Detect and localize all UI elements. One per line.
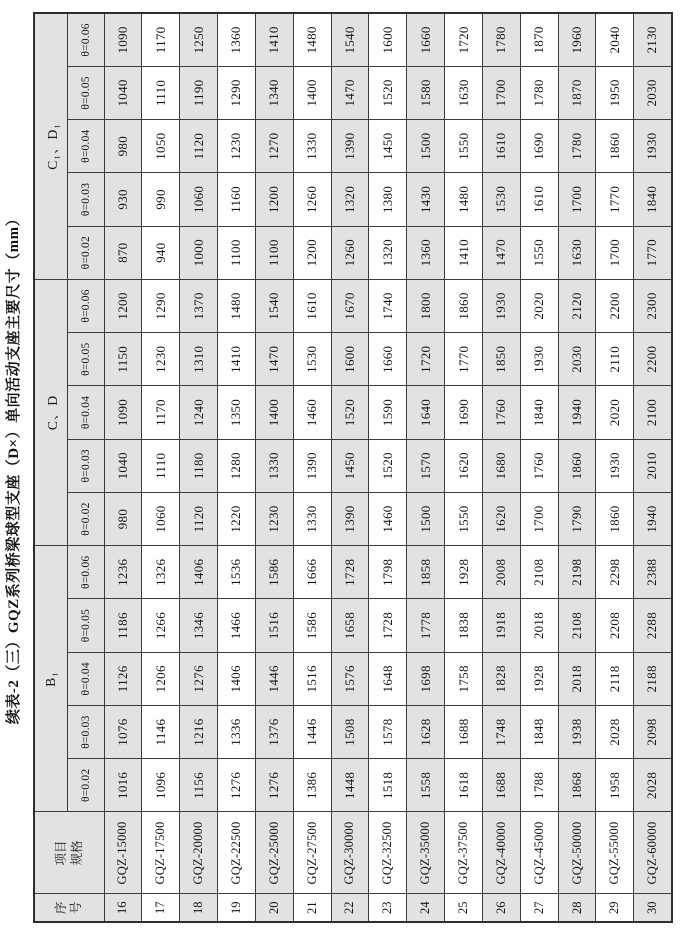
b1-value-cell: 1658 (331, 599, 369, 652)
serial-header-label: 序号 (53, 901, 83, 915)
table-row (142, 13, 180, 922)
table-row (596, 13, 634, 922)
cd-value-cell: 1930 (520, 333, 558, 386)
b1-value-cell: 1576 (331, 652, 369, 705)
cd-value-cell: 1520 (331, 386, 369, 439)
cd-value-cell: 2020 (520, 279, 558, 332)
table-row (445, 13, 483, 922)
cd-value-cell: 1930 (482, 279, 520, 332)
b1-value-cell: 2098 (634, 705, 672, 758)
cd-value-cell: 1350 (218, 386, 256, 439)
b1-value-cell: 1938 (558, 705, 596, 758)
b1-value-cell: 1446 (293, 705, 331, 758)
cd-value-cell: 1500 (407, 492, 445, 545)
theta-header-cell: θ=0.04 (67, 652, 104, 705)
cd-value-cell: 1700 (520, 492, 558, 545)
b1-value-cell: 1156 (180, 759, 218, 812)
serial-cell: 17 (142, 894, 180, 922)
b1-value-cell: 2018 (520, 599, 558, 652)
c1d1-value-cell: 1700 (596, 226, 634, 279)
cd-value-cell: 1180 (180, 439, 218, 492)
b1-value-cell: 2198 (558, 546, 596, 599)
cd-value-cell: 1760 (520, 439, 558, 492)
b1-value-cell: 2298 (596, 546, 634, 599)
spec-cell: GQZ-22500 (218, 812, 256, 894)
cd-value-cell: 1470 (255, 333, 293, 386)
cd-value-cell: 1760 (482, 386, 520, 439)
b1-value-cell: 1276 (218, 759, 256, 812)
b1-value-cell: 1096 (142, 759, 180, 812)
b1-value-cell: 1618 (445, 759, 483, 812)
spec-cell: GQZ-15000 (104, 812, 142, 894)
b1-value-cell: 1216 (180, 705, 218, 758)
table-row (218, 13, 256, 922)
b1-value-cell: 1586 (255, 546, 293, 599)
c1d1-value-cell: 1000 (180, 226, 218, 279)
b1-value-cell: 2118 (596, 652, 634, 705)
theta-header-cell: θ=0.06 (67, 546, 104, 599)
spec-cell: GQZ-30000 (331, 812, 369, 894)
cd-value-cell: 1390 (293, 439, 331, 492)
b1-value-cell: 1688 (482, 759, 520, 812)
c1d1-value-cell: 1410 (255, 13, 293, 66)
b1-value-cell: 1578 (369, 705, 407, 758)
c1d1-value-cell: 990 (142, 173, 180, 226)
b1-value-cell: 1466 (218, 599, 256, 652)
table-row (407, 13, 445, 922)
b1-value-cell: 1748 (482, 705, 520, 758)
c1d1-value-cell: 930 (104, 173, 142, 226)
c1d1-value-cell: 1260 (331, 226, 369, 279)
cd-value-cell: 1860 (596, 492, 634, 545)
c1d1-value-cell: 1780 (558, 120, 596, 173)
b1-value-cell: 2108 (520, 546, 558, 599)
b1-value-cell: 1016 (104, 759, 142, 812)
c1d1-value-cell: 870 (104, 226, 142, 279)
serial-cell: 29 (596, 894, 634, 922)
serial-cell: 22 (331, 894, 369, 922)
theta-header-cell: θ=0.04 (67, 386, 104, 439)
c1d1-value-cell: 1480 (293, 13, 331, 66)
theta-header-cell: θ=0.04 (67, 120, 104, 173)
cd-value-cell: 1720 (407, 333, 445, 386)
c1d1-value-cell: 1090 (104, 13, 142, 66)
b1-value-cell: 1516 (255, 599, 293, 652)
b1-value-cell: 1688 (445, 705, 483, 758)
b1-value-cell: 1848 (520, 705, 558, 758)
cd-value-cell: 1200 (104, 279, 142, 332)
spec-header-line2: 规格 (70, 840, 85, 866)
spec-cell: GQZ-37500 (445, 812, 483, 894)
table-row (255, 13, 293, 922)
serial-header-cell (34, 894, 104, 922)
c1d1-value-cell: 1390 (331, 120, 369, 173)
b1-value-cell: 1586 (293, 599, 331, 652)
b1-value-cell: 1536 (218, 546, 256, 599)
b1-value-cell: 2208 (596, 599, 634, 652)
theta-header-cell: θ=0.05 (67, 66, 104, 119)
cd-value-cell: 1660 (369, 333, 407, 386)
cd-value-cell: 2300 (634, 279, 672, 332)
spec-cell: GQZ-27500 (293, 812, 331, 894)
b1-value-cell: 1858 (407, 546, 445, 599)
cd-value-cell: 1940 (634, 492, 672, 545)
cd-value-cell: 2200 (634, 333, 672, 386)
c1d1-value-cell: 1700 (482, 66, 520, 119)
b1-value-cell: 2388 (634, 546, 672, 599)
c1d1-value-cell: 1700 (558, 173, 596, 226)
table-row (180, 13, 218, 922)
c1d1-value-cell: 1580 (407, 66, 445, 119)
b1-value-cell: 2028 (596, 705, 634, 758)
cd-value-cell: 1840 (520, 386, 558, 439)
c1d1-value-cell: 1100 (255, 226, 293, 279)
serial-cell: 16 (104, 894, 142, 922)
c1d1-value-cell: 1380 (369, 173, 407, 226)
spec-header-line1: 项目 (54, 840, 68, 866)
cd-value-cell: 1330 (255, 439, 293, 492)
cd-value-cell: 1590 (369, 386, 407, 439)
b1-value-cell: 1126 (104, 652, 142, 705)
c1d1-value-cell: 2130 (634, 13, 672, 66)
b1-value-cell: 1266 (142, 599, 180, 652)
cd-value-cell: 1460 (293, 386, 331, 439)
group-header-b1: B₁ (34, 546, 67, 812)
cd-value-cell: 1240 (180, 386, 218, 439)
spec-header-cell (34, 812, 104, 894)
spec-cell: GQZ-17500 (142, 812, 180, 894)
c1d1-value-cell: 2030 (634, 66, 672, 119)
cd-value-cell: 2030 (558, 333, 596, 386)
table-row (104, 13, 142, 922)
b1-value-cell: 1446 (255, 652, 293, 705)
serial-cell: 19 (218, 894, 256, 922)
b1-value-cell: 2008 (482, 546, 520, 599)
spec-cell: GQZ-25000 (255, 812, 293, 894)
c1d1-value-cell: 1110 (142, 66, 180, 119)
b1-value-cell: 1346 (180, 599, 218, 652)
cd-value-cell: 1410 (218, 333, 256, 386)
spec-cell: GQZ-32500 (369, 812, 407, 894)
cd-value-cell: 1120 (180, 492, 218, 545)
c1d1-value-cell: 1770 (596, 173, 634, 226)
table-row (520, 13, 558, 922)
serial-cell: 26 (482, 894, 520, 922)
b1-value-cell: 1918 (482, 599, 520, 652)
group-header-row (34, 13, 67, 922)
cd-value-cell: 1940 (558, 386, 596, 439)
cd-value-cell: 1150 (104, 333, 142, 386)
theta-header-cell: θ=0.06 (67, 13, 104, 66)
cd-value-cell: 1330 (293, 492, 331, 545)
spec-cell: GQZ-40000 (482, 812, 520, 894)
table-header (34, 13, 104, 922)
b1-value-cell: 1558 (407, 759, 445, 812)
b1-value-cell: 2018 (558, 652, 596, 705)
c1d1-value-cell: 1480 (445, 173, 483, 226)
c1d1-value-cell: 980 (104, 120, 142, 173)
c1d1-value-cell: 1870 (558, 66, 596, 119)
spec-cell: GQZ-50000 (558, 812, 596, 894)
c1d1-value-cell: 1320 (331, 173, 369, 226)
c1d1-value-cell: 1040 (104, 66, 142, 119)
b1-value-cell: 2288 (634, 599, 672, 652)
cd-value-cell: 2200 (596, 279, 634, 332)
c1d1-value-cell: 1770 (634, 226, 672, 279)
b1-value-cell: 1928 (520, 652, 558, 705)
table-body (104, 13, 672, 922)
c1d1-value-cell: 1360 (407, 226, 445, 279)
serial-cell: 20 (255, 894, 293, 922)
c1d1-value-cell: 2040 (596, 13, 634, 66)
b1-value-cell: 1146 (142, 705, 180, 758)
c1d1-value-cell: 1630 (445, 66, 483, 119)
serial-cell: 21 (293, 894, 331, 922)
c1d1-value-cell: 1470 (482, 226, 520, 279)
c1d1-value-cell: 1550 (445, 120, 483, 173)
serial-cell: 30 (634, 894, 672, 922)
b1-value-cell: 1838 (445, 599, 483, 652)
table-row (634, 13, 672, 922)
cd-value-cell: 1520 (369, 439, 407, 492)
table-row (369, 13, 407, 922)
c1d1-value-cell: 1450 (369, 120, 407, 173)
cd-value-cell: 1400 (255, 386, 293, 439)
c1d1-value-cell: 1410 (445, 226, 483, 279)
cd-value-cell: 1800 (407, 279, 445, 332)
b1-value-cell: 1758 (445, 652, 483, 705)
serial-cell: 24 (407, 894, 445, 922)
b1-value-cell: 1206 (142, 652, 180, 705)
cd-value-cell: 1090 (104, 386, 142, 439)
b1-value-cell: 1326 (142, 546, 180, 599)
theta-header-cell: θ=0.03 (67, 439, 104, 492)
spec-cell: GQZ-60000 (634, 812, 672, 894)
b1-value-cell: 1928 (445, 546, 483, 599)
cd-value-cell: 1790 (558, 492, 596, 545)
cd-value-cell: 1530 (293, 333, 331, 386)
b1-value-cell: 1406 (180, 546, 218, 599)
table-title: 续表-2（三）GQZ系列桥梁球型支座（D×）单向活动支座主要尺寸（mm） (6, 210, 22, 725)
cd-value-cell: 1480 (218, 279, 256, 332)
b1-value-cell: 1778 (407, 599, 445, 652)
cd-value-cell: 1040 (104, 439, 142, 492)
cd-value-cell: 1640 (407, 386, 445, 439)
serial-cell: 27 (520, 894, 558, 922)
c1d1-value-cell: 1250 (180, 13, 218, 66)
c1d1-value-cell: 1860 (596, 120, 634, 173)
b1-value-cell: 1728 (331, 546, 369, 599)
cd-value-cell: 1460 (369, 492, 407, 545)
cd-value-cell: 1390 (331, 492, 369, 545)
b1-value-cell: 1958 (596, 759, 634, 812)
cd-value-cell: 1170 (142, 386, 180, 439)
cd-value-cell: 1540 (255, 279, 293, 332)
cd-value-cell: 2010 (634, 439, 672, 492)
group-header-c1d1: C₁、D₁ (34, 13, 67, 279)
c1d1-value-cell: 1470 (331, 66, 369, 119)
cd-value-cell: 1310 (180, 333, 218, 386)
b1-value-cell: 2108 (558, 599, 596, 652)
c1d1-value-cell: 1720 (445, 13, 483, 66)
c1d1-value-cell: 1060 (180, 173, 218, 226)
c1d1-value-cell: 1200 (293, 226, 331, 279)
table-row (293, 13, 331, 922)
theta-header-cell: θ=0.02 (67, 226, 104, 279)
cd-value-cell: 1670 (331, 279, 369, 332)
cd-value-cell: 1600 (331, 333, 369, 386)
c1d1-value-cell: 1600 (369, 13, 407, 66)
c1d1-value-cell: 1550 (520, 226, 558, 279)
cd-value-cell: 1230 (142, 333, 180, 386)
c1d1-value-cell: 1520 (369, 66, 407, 119)
spec-cell: GQZ-45000 (520, 812, 558, 894)
c1d1-value-cell: 1290 (218, 66, 256, 119)
cd-value-cell: 1860 (558, 439, 596, 492)
cd-value-cell: 1280 (218, 439, 256, 492)
theta-header-cell: θ=0.02 (67, 492, 104, 545)
cd-value-cell: 1060 (142, 492, 180, 545)
b1-value-cell: 2028 (634, 759, 672, 812)
cd-value-cell: 1620 (445, 439, 483, 492)
cd-value-cell: 1230 (255, 492, 293, 545)
c1d1-value-cell: 1840 (634, 173, 672, 226)
cd-value-cell: 2110 (596, 333, 634, 386)
c1d1-value-cell: 1360 (218, 13, 256, 66)
theta-header-row (67, 13, 104, 922)
b1-value-cell: 1186 (104, 599, 142, 652)
c1d1-value-cell: 1690 (520, 120, 558, 173)
cd-value-cell: 1220 (218, 492, 256, 545)
cd-value-cell: 1860 (445, 279, 483, 332)
c1d1-value-cell: 1170 (142, 13, 180, 66)
b1-value-cell: 1628 (407, 705, 445, 758)
b1-value-cell: 1406 (218, 652, 256, 705)
group-header-cd: C、D (34, 279, 67, 545)
cd-value-cell: 1690 (445, 386, 483, 439)
b1-value-cell: 1868 (558, 759, 596, 812)
cd-value-cell: 1110 (142, 439, 180, 492)
cd-value-cell: 1550 (445, 492, 483, 545)
c1d1-value-cell: 1330 (293, 120, 331, 173)
b1-value-cell: 1728 (369, 599, 407, 652)
cd-value-cell: 1930 (596, 439, 634, 492)
cd-value-cell: 1450 (331, 439, 369, 492)
b1-value-cell: 1276 (255, 759, 293, 812)
c1d1-value-cell: 1120 (180, 120, 218, 173)
cd-value-cell: 1850 (482, 333, 520, 386)
bearing-dimensions-table (33, 12, 673, 923)
c1d1-value-cell: 1100 (218, 226, 256, 279)
b1-value-cell: 1518 (369, 759, 407, 812)
c1d1-value-cell: 1160 (218, 173, 256, 226)
c1d1-value-cell: 940 (142, 226, 180, 279)
c1d1-value-cell: 1780 (482, 13, 520, 66)
c1d1-value-cell: 1500 (407, 120, 445, 173)
c1d1-value-cell: 1430 (407, 173, 445, 226)
b1-value-cell: 1666 (293, 546, 331, 599)
serial-cell: 18 (180, 894, 218, 922)
c1d1-value-cell: 1200 (255, 173, 293, 226)
cd-value-cell: 1570 (407, 439, 445, 492)
serial-cell: 28 (558, 894, 596, 922)
theta-header-cell: θ=0.06 (67, 279, 104, 332)
b1-value-cell: 1386 (293, 759, 331, 812)
b1-value-cell: 1448 (331, 759, 369, 812)
c1d1-value-cell: 1540 (331, 13, 369, 66)
c1d1-value-cell: 1270 (255, 120, 293, 173)
cd-value-cell: 1610 (293, 279, 331, 332)
table-row (558, 13, 596, 922)
b1-value-cell: 1236 (104, 546, 142, 599)
spec-cell: GQZ-20000 (180, 812, 218, 894)
b1-value-cell: 2188 (634, 652, 672, 705)
b1-value-cell: 1508 (331, 705, 369, 758)
c1d1-value-cell: 1230 (218, 120, 256, 173)
c1d1-value-cell: 1400 (293, 66, 331, 119)
b1-value-cell: 1648 (369, 652, 407, 705)
c1d1-value-cell: 1610 (482, 120, 520, 173)
theta-header-cell: θ=0.03 (67, 705, 104, 758)
cd-value-cell: 1740 (369, 279, 407, 332)
cd-value-cell: 2100 (634, 386, 672, 439)
c1d1-value-cell: 1660 (407, 13, 445, 66)
cd-value-cell: 1370 (180, 279, 218, 332)
c1d1-value-cell: 1530 (482, 173, 520, 226)
b1-value-cell: 1788 (520, 759, 558, 812)
serial-cell: 25 (445, 894, 483, 922)
c1d1-value-cell: 1930 (634, 120, 672, 173)
table-row (482, 13, 520, 922)
c1d1-value-cell: 1960 (558, 13, 596, 66)
c1d1-value-cell: 1870 (520, 13, 558, 66)
cd-value-cell: 1680 (482, 439, 520, 492)
cd-value-cell: 2120 (558, 279, 596, 332)
b1-value-cell: 1798 (369, 546, 407, 599)
c1d1-value-cell: 1630 (558, 226, 596, 279)
cd-value-cell: 2020 (596, 386, 634, 439)
c1d1-value-cell: 1320 (369, 226, 407, 279)
b1-value-cell: 1698 (407, 652, 445, 705)
b1-value-cell: 1076 (104, 705, 142, 758)
theta-header-cell: θ=0.05 (67, 333, 104, 386)
cd-value-cell: 1620 (482, 492, 520, 545)
b1-value-cell: 1516 (293, 652, 331, 705)
cd-value-cell: 1290 (142, 279, 180, 332)
b1-value-cell: 1828 (482, 652, 520, 705)
c1d1-value-cell: 1260 (293, 173, 331, 226)
table-row (331, 13, 369, 922)
cd-value-cell: 1770 (445, 333, 483, 386)
b1-value-cell: 1336 (218, 705, 256, 758)
c1d1-value-cell: 1780 (520, 66, 558, 119)
b1-value-cell: 1376 (255, 705, 293, 758)
spec-cell: GQZ-55000 (596, 812, 634, 894)
spec-cell: GQZ-35000 (407, 812, 445, 894)
serial-cell: 23 (369, 894, 407, 922)
theta-header-cell: θ=0.05 (67, 599, 104, 652)
c1d1-value-cell: 1610 (520, 173, 558, 226)
c1d1-value-cell: 1190 (180, 66, 218, 119)
c1d1-value-cell: 1950 (596, 66, 634, 119)
c1d1-value-cell: 1340 (255, 66, 293, 119)
theta-header-cell: θ=0.02 (67, 759, 104, 812)
b1-value-cell: 1276 (180, 652, 218, 705)
cd-value-cell: 980 (104, 492, 142, 545)
theta-header-cell: θ=0.03 (67, 173, 104, 226)
c1d1-value-cell: 1050 (142, 120, 180, 173)
